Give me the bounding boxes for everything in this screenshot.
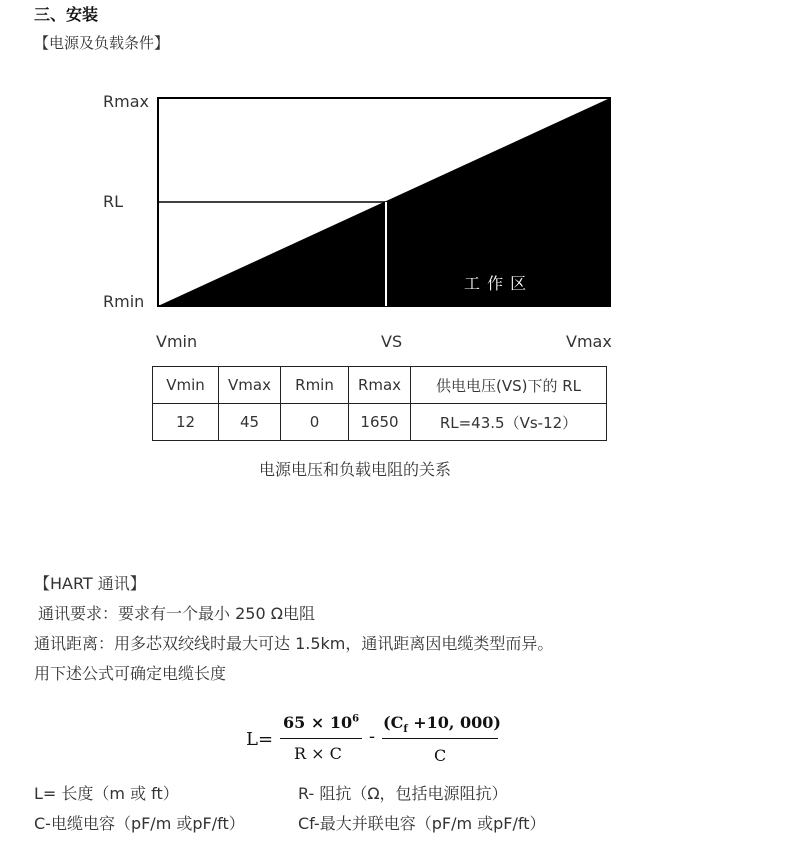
chart-caption: 电源电压和负载电阻的关系 (259, 460, 452, 479)
formula-intro: 用下述公式可确定电缆长度 (34, 664, 227, 683)
table-cell: 1650 (349, 404, 411, 441)
working-zone-label: 工 作 区 (464, 274, 528, 293)
table-cell: 0 (281, 404, 349, 441)
formula-denominator-1: R × C (294, 744, 342, 763)
section-title: 三、安装 (34, 5, 99, 24)
formula-subscript: f (403, 724, 408, 736)
power-heading: 【电源及负载条件】 (34, 34, 170, 52)
table-cell: RL=43.5（Vs-12） (411, 404, 607, 441)
table-header-row (153, 367, 607, 404)
axis-label-rmin: Rmin (103, 292, 145, 311)
axis-label-rmax: Rmax (103, 92, 149, 111)
legend-cf: Cf-最大并联电容（pF/m 或pF/ft） (298, 814, 546, 833)
fraction-bar-1 (280, 738, 362, 739)
axis-label-rl: RL (103, 192, 124, 211)
table-header-cell: Rmin (281, 367, 349, 404)
formula-minus: - (369, 726, 376, 747)
load-chart (150, 90, 620, 315)
power-table (152, 366, 607, 441)
hart-distance: 通讯距离：用多芯双绞线时最大可达 1.5km，通讯距离因电缆类型而异。 (34, 634, 554, 653)
axis-label-vs: VS (381, 332, 403, 351)
axis-label-vmin: Vmin (156, 332, 198, 351)
legend-r: R- 阻抗（Ω，包括电源阻抗） (298, 784, 508, 803)
table-cell: 45 (219, 404, 281, 441)
legend-l: L= 长度（m 或 ft） (34, 784, 179, 803)
axis-label-vmax: Vmax (566, 332, 612, 351)
table-header-cell: Vmin (153, 367, 219, 404)
hart-requirement: 通讯要求：要求有一个最小 250 Ω电阻 (38, 604, 315, 623)
fraction-bar-2 (382, 738, 498, 739)
table-header-cell: 供电电压(VS)下的 RL (411, 367, 607, 404)
hart-heading: 【HART 通讯】 (34, 574, 146, 593)
formula-numerator-2: ($C_f +10$, 000) (383, 713, 501, 736)
formula-denominator-2: C (434, 746, 447, 765)
legend-c: C-电缆电容（pF/m 或pF/ft） (34, 814, 245, 833)
table-cell: 12 (153, 404, 219, 441)
table-header-cell: Vmax (219, 367, 281, 404)
table-header-cell: Rmax (349, 367, 411, 404)
formula-exponent: 6 (352, 713, 360, 725)
table-row (153, 404, 607, 441)
formula-numerator-1: $65 \times 10^6$ (283, 713, 360, 732)
formula-lhs: L= (246, 729, 274, 750)
